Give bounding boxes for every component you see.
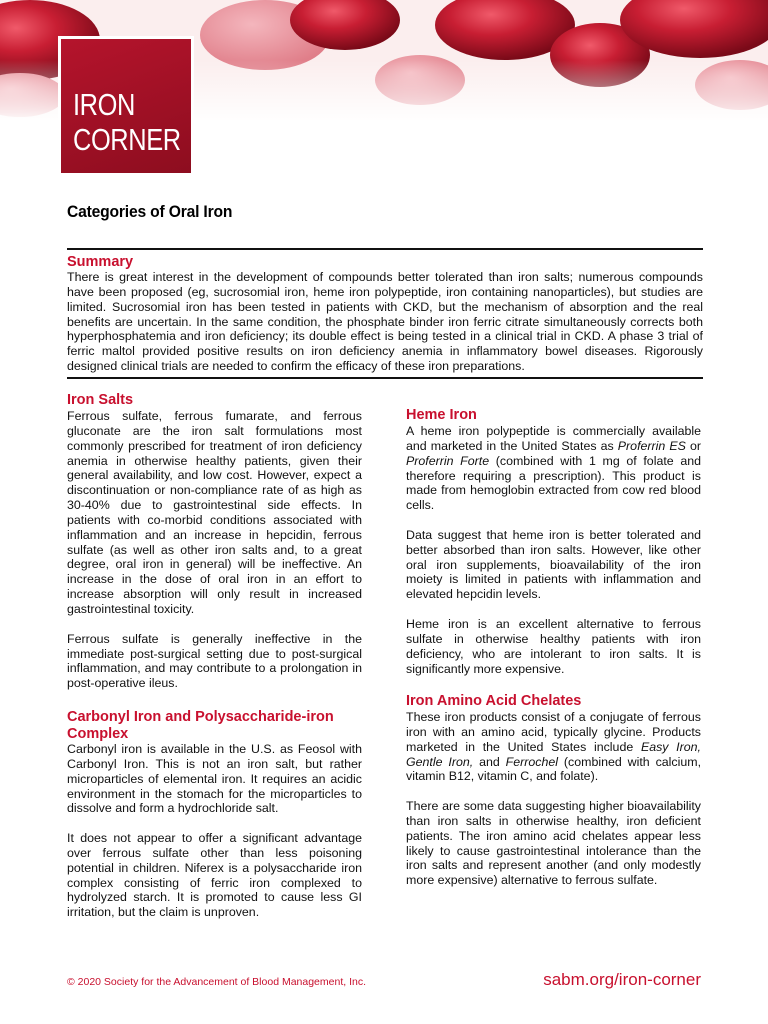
heme-text-run: A heme iron polypeptide is commercially available and marketed in the United States as: [406, 424, 701, 453]
carbonyl-iron-body: [67, 742, 362, 920]
heme-iron-body: [406, 424, 701, 676]
iron-corner-logo: [58, 36, 194, 176]
summary-top-rule: [67, 248, 703, 250]
logo-line-1: IRON: [73, 87, 135, 122]
heme-text-run: or: [685, 438, 702, 453]
amino-paragraph-2: There are some data suggesting higher bioavailability than iron salts in otherwise healthy, iron deficient patients. The iron amino acid chelates appear less likely to cause gastrointestinal intolerance than the iron salts and represent another (and only modestly more expensive) alternative to ferrous sulfate.: [406, 799, 701, 888]
product-name-easy-gentle-iron: Easy Iron, Gentle Iron,: [406, 739, 701, 769]
summary-text: [67, 270, 703, 374]
product-name-ferrochel: Ferrochel: [505, 754, 559, 769]
amino-text-run: and: [473, 754, 506, 769]
carbonyl-paragraph-2: It does not appear to offer a significant advantage over ferrous sulfate other than less poisoning potential in children. Niferex is a polysaccharide iron complex consisting of ferric iron complexed to hydrolyzed starch. It is promoted to cause less GI irritation, but the claim is unproven.: [67, 831, 362, 920]
footer-url-link[interactable]: sabm.org/iron-corner: [543, 970, 701, 989]
summary-paragraph: There is great interest in the development of compounds better tolerated than iron salts; numerous compounds have been proposed (eg, sucrosomial iron, heme iron polypeptide, iron containing nanoparticles), but studies are limited. Sucrosomial iron has been tested in patients with CKD, but the mechanism of absorption and the real benefits are uncertain. In the same condition, the phosphate binder iron ferric citrate simultaneously corrects both hyperphosphatemia and iron deficiency; its double effect is being tested in a clinical trial in CKD. A phase 3 trial of ferric maltol provided positive results on iron deficiency anemia in inflammatory bowel diseases. Rigorously designed clinical trials are needed to confirm the efficacy of these iron preparations.: [67, 270, 703, 374]
amino-text-run: (combined with calcium, vitamin B12, vitamin C, and folate).: [406, 754, 702, 784]
heme-paragraph-3: Heme iron is an excellent alternative to ferrous sulfate in otherwise healthy patients with iron deficiency, who are intolerant to iron salts. It is significantly more expensive.: [406, 616, 701, 676]
heme-text-run: (combined with 1 mg of folate and therefore requiring a prescription). This product is made from hemoglobin extracted from cow red blood cells.: [406, 453, 702, 513]
iron-salts-paragraph-2: Ferrous sulfate is generally ineffective in the immediate post-surgical setting due to post-surgical inflammation, and may contribute to a prolongation in post-operative ileus.: [67, 631, 362, 691]
summary-heading: Summary: [67, 254, 134, 270]
product-name-proferrin-es: Proferrin ES: [617, 438, 686, 453]
heme-iron-heading: Heme Iron: [406, 407, 477, 423]
product-name-proferrin-forte: Proferrin Forte: [406, 453, 490, 468]
carbonyl-paragraph-1: Carbonyl iron is available in the U.S. as Feosol with Carbonyl Iron. This is not an iron salt, but rather microparticles of elemental iron. It requires an acidic environment in the stomach for the microparticles to dissolve and form a hydrochloride salt.: [67, 742, 362, 816]
amino-chelates-heading: Iron Amino Acid Chelates: [406, 693, 582, 709]
page-title: Categories of Oral Iron: [67, 202, 233, 221]
heme-paragraph-2: Data suggest that heme iron is better tolerated and better absorbed than iron salts. However, like other oral iron supplements, bioavailability of the iron moiety is limited in patients with inflammation and elevated hepcidin levels.: [406, 527, 701, 602]
iron-salts-paragraph-1: Ferrous sulfate, ferrous fumarate, and ferrous gluconate are the iron salt formulations most commonly prescribed for treatment of iron deficiency anemia in otherwise healthy patients, given their general availability, and low cost. However, expect a discontinuation or non-compliance rate of as high as 30-40% due to gastrointestinal side effects. In patients with co-morbid conditions associated with inflammation and an increase in hepcidin, ferrous sulfate (as well as other iron salts and, to a great degree, oral iron in general) will be ineffective. An increase in the dose of oral iron in an effort to increase absorption will only result in increased gastrointestinal toxicity.: [67, 409, 362, 616]
summary-bottom-rule: [67, 377, 703, 379]
iron-salts-heading: Iron Salts: [67, 392, 134, 408]
carbonyl-iron-heading: Carbonyl Iron and Polysaccharide-iron Complex: [67, 709, 334, 742]
heme-paragraph-1: [406, 424, 701, 513]
amino-paragraph-1: [406, 710, 701, 784]
iron-salts-body: [67, 409, 362, 691]
logo-line-2: CORNER: [73, 122, 181, 157]
amino-chelates-body: [406, 710, 701, 888]
footer-copyright: © 2020 Society for the Advancement of Blood Management, Inc.: [67, 976, 366, 988]
amino-text-run: These iron products consist of a conjugate of ferrous iron with an amino acid, typically glycine. Products marketed in the United States include: [406, 710, 701, 754]
